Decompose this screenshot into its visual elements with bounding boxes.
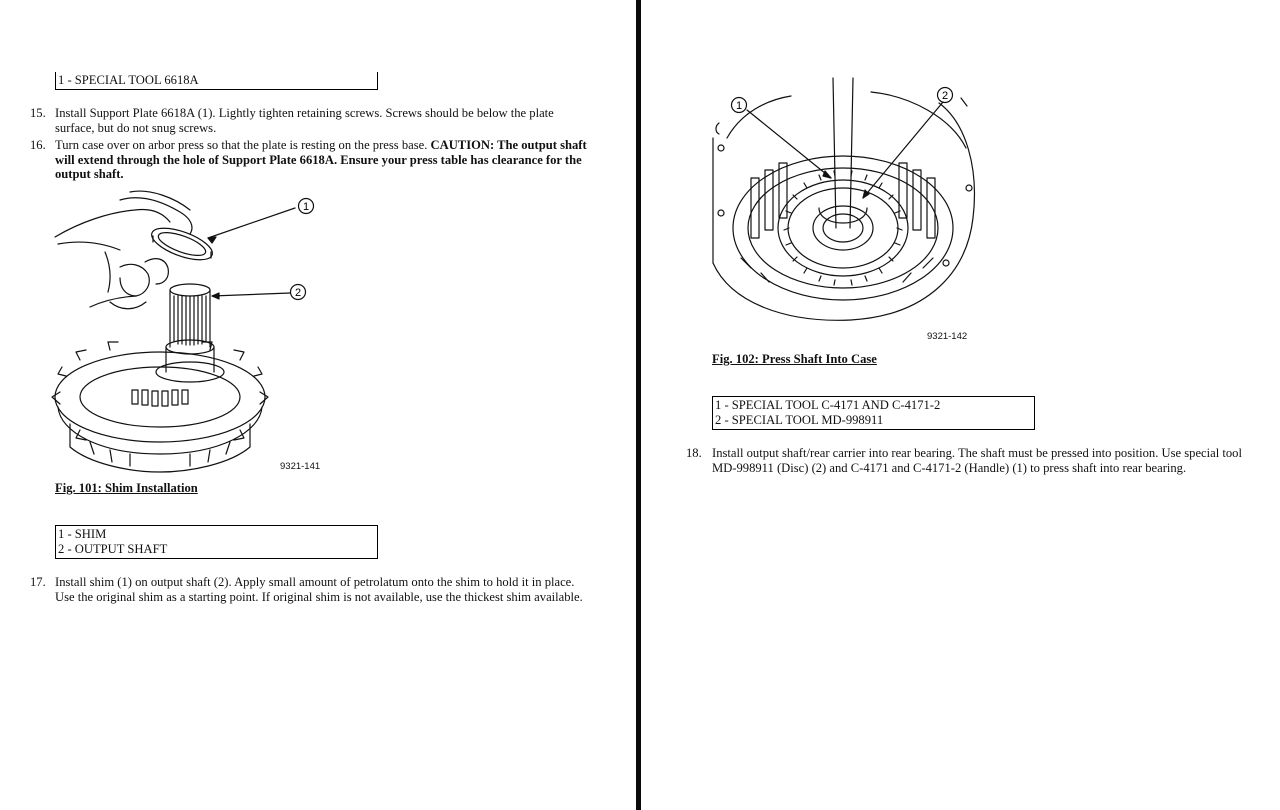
callout-1: 1: [302, 201, 310, 213]
legend-figure-101: [55, 525, 378, 559]
document-page-left: [0, 0, 636, 810]
legend-special-tool: [55, 72, 378, 90]
caution-text: output shaft.: [55, 167, 124, 182]
step-text-line: surface, but do not snug screws.: [55, 120, 217, 135]
legend-item: 2 - OUTPUT SHAFT: [58, 542, 168, 556]
step-text: Turn case over on arbor press so that the plate is resting on the press base.: [55, 138, 431, 152]
callout-1: 1: [735, 100, 743, 112]
legend-item: 2 - SPECIAL TOOL MD-998911: [715, 413, 884, 427]
legend-item: 1 - SHIM: [58, 527, 107, 541]
figure-code: 9321-142: [927, 331, 968, 342]
step-number: 16.: [30, 138, 46, 152]
step-text-line: MD-998911 (Disc) (2) and C-4171 and C-4171-2 (Handle) (1) to press shaft into rear bearing.: [712, 460, 1187, 475]
step-text-line: Use the original shim as a starting point. If original shim is not available, use the thickest shim available.: [55, 589, 583, 604]
step-text-line: Install shim (1) on output shaft (2). Apply small amount of petrolatum onto the shim to hold it in place.: [55, 575, 575, 589]
step-number: 15.: [30, 106, 46, 120]
press-shaft-illustration: [711, 78, 981, 328]
caution-text: will extend through the hole of Support Plate 6618A. Ensure your press table has clearance for the: [55, 152, 582, 167]
figure-code: 9321-141: [280, 461, 321, 472]
legend-item: 1 - SPECIAL TOOL 6618A: [58, 73, 199, 87]
step-number: 17.: [30, 575, 46, 589]
step-text-line: Install output shaft/rear carrier into rear bearing. The shaft must be pressed into position. Use special tool: [712, 446, 1242, 460]
shim-installation-illustration: [50, 192, 340, 477]
figure-caption: Fig. 101: Shim Installation: [55, 481, 198, 495]
callout-2: 2: [941, 90, 949, 102]
caution-text: CAUTION: The output shaft: [430, 138, 587, 152]
step-number: 18.: [686, 446, 702, 460]
callout-2: 2: [294, 287, 302, 299]
legend-item: 1 - SPECIAL TOOL C-4171 AND C-4171-2: [715, 398, 941, 412]
step-text-line: [55, 138, 587, 153]
legend-figure-102: [712, 396, 1035, 430]
figure-caption: Fig. 102: Press Shaft Into Case: [712, 352, 877, 366]
step-text-line: Install Support Plate 6618A (1). Lightly tighten retaining screws. Screws should be below the plate: [55, 106, 554, 120]
document-page-right: [641, 0, 1280, 810]
